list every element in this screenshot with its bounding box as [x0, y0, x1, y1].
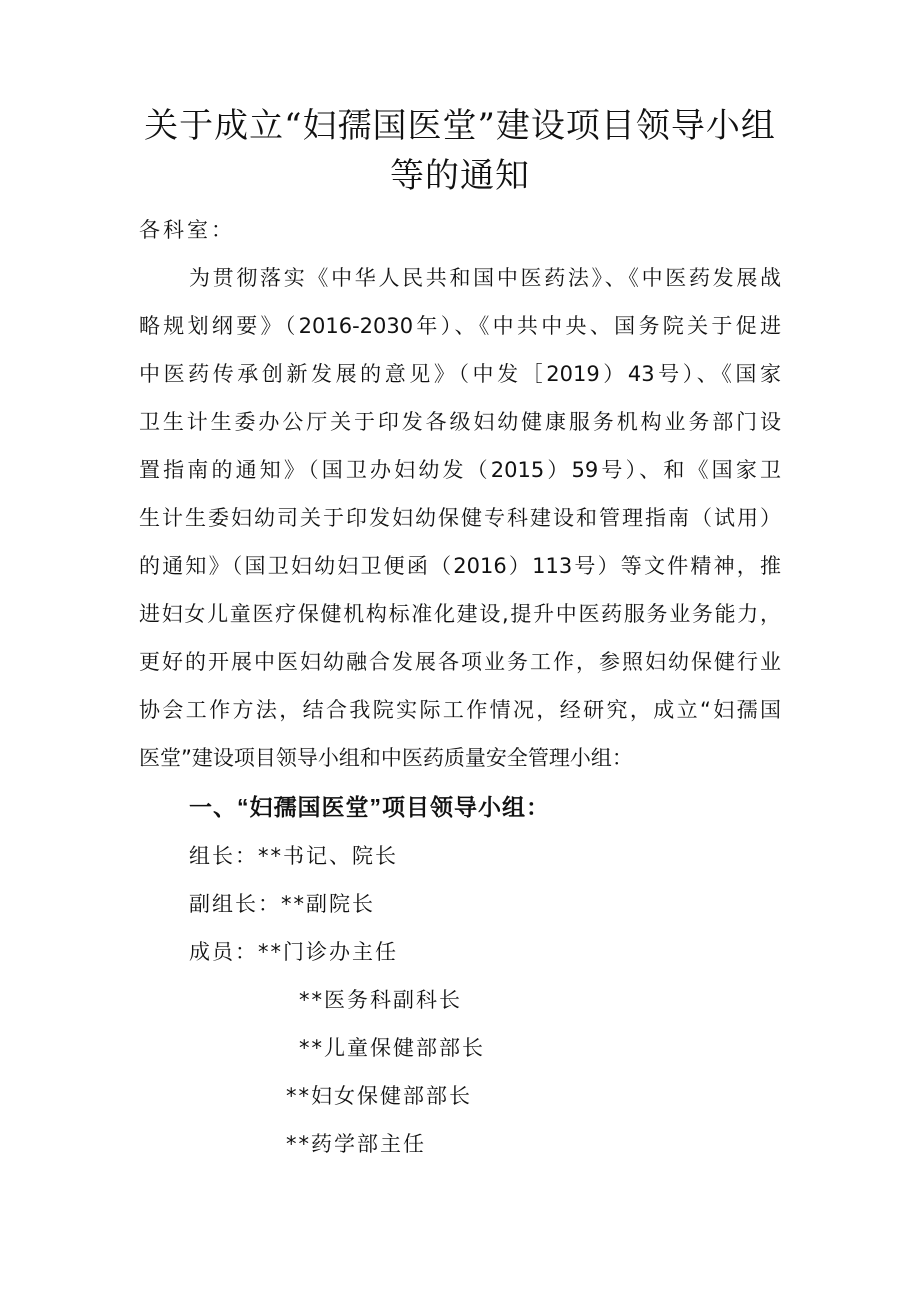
leader-line: 组长：**书记、院长	[189, 844, 398, 868]
member-line: **医务科副科长	[299, 988, 462, 1012]
member-line: **妇女保健部部长	[286, 1084, 472, 1108]
greeting: 各科室：	[139, 218, 235, 242]
members-label-line: 成员：**门诊办主任	[189, 940, 398, 964]
body-line-5: 置指南的通知》（国卫办妇幼发（2015）59号）、和《国家卫	[139, 458, 781, 482]
body-line-10: 协会工作方法，结合我院实际工作情况，经研究，成立“妇孺国	[139, 698, 781, 722]
document-title-line-1: 关于成立“妇孺国医堂”建设项目领导小组	[144, 106, 776, 146]
body-line-6: 生计生委妇幼司关于印发妇幼保健专科建设和管理指南（试用）	[139, 506, 781, 530]
body-line-1: 为贯彻落实《中华人民共和国中医药法》、《中医药发展战	[189, 266, 781, 290]
section-heading-leadership-group: 一、“妇孺国医堂”项目领导小组：	[189, 794, 550, 820]
member-line: **药学部主任	[286, 1132, 426, 1156]
document-title-line-2: 等的通知	[390, 156, 530, 196]
body-line-2: 略规划纲要》（2016-2030年）、《中共中央、国务院关于促进	[139, 314, 781, 338]
body-line-4: 卫生计生委办公厅关于印发各级妇幼健康服务机构业务部门设	[139, 410, 781, 434]
deputy-leader-line: 副组长：**副院长	[189, 892, 375, 916]
body-line-11: 医堂”建设项目领导小组和中医药质量安全管理小组：	[139, 746, 633, 770]
body-line-9: 更好的开展中医妇幼融合发展各项业务工作，参照妇幼保健行业	[139, 650, 781, 674]
body-line-3: 中医药传承创新发展的意见》（中发［2019）43号）、《国家	[139, 362, 781, 386]
member-line: **儿童保健部部长	[299, 1036, 485, 1060]
body-line-8: 进妇女儿童医疗保健机构标准化建设,提升中医药服务业务能力，	[139, 602, 781, 626]
body-line-7: 的通知》（国卫妇幼妇卫便函（2016）113号）等文件精神，推	[139, 554, 781, 578]
